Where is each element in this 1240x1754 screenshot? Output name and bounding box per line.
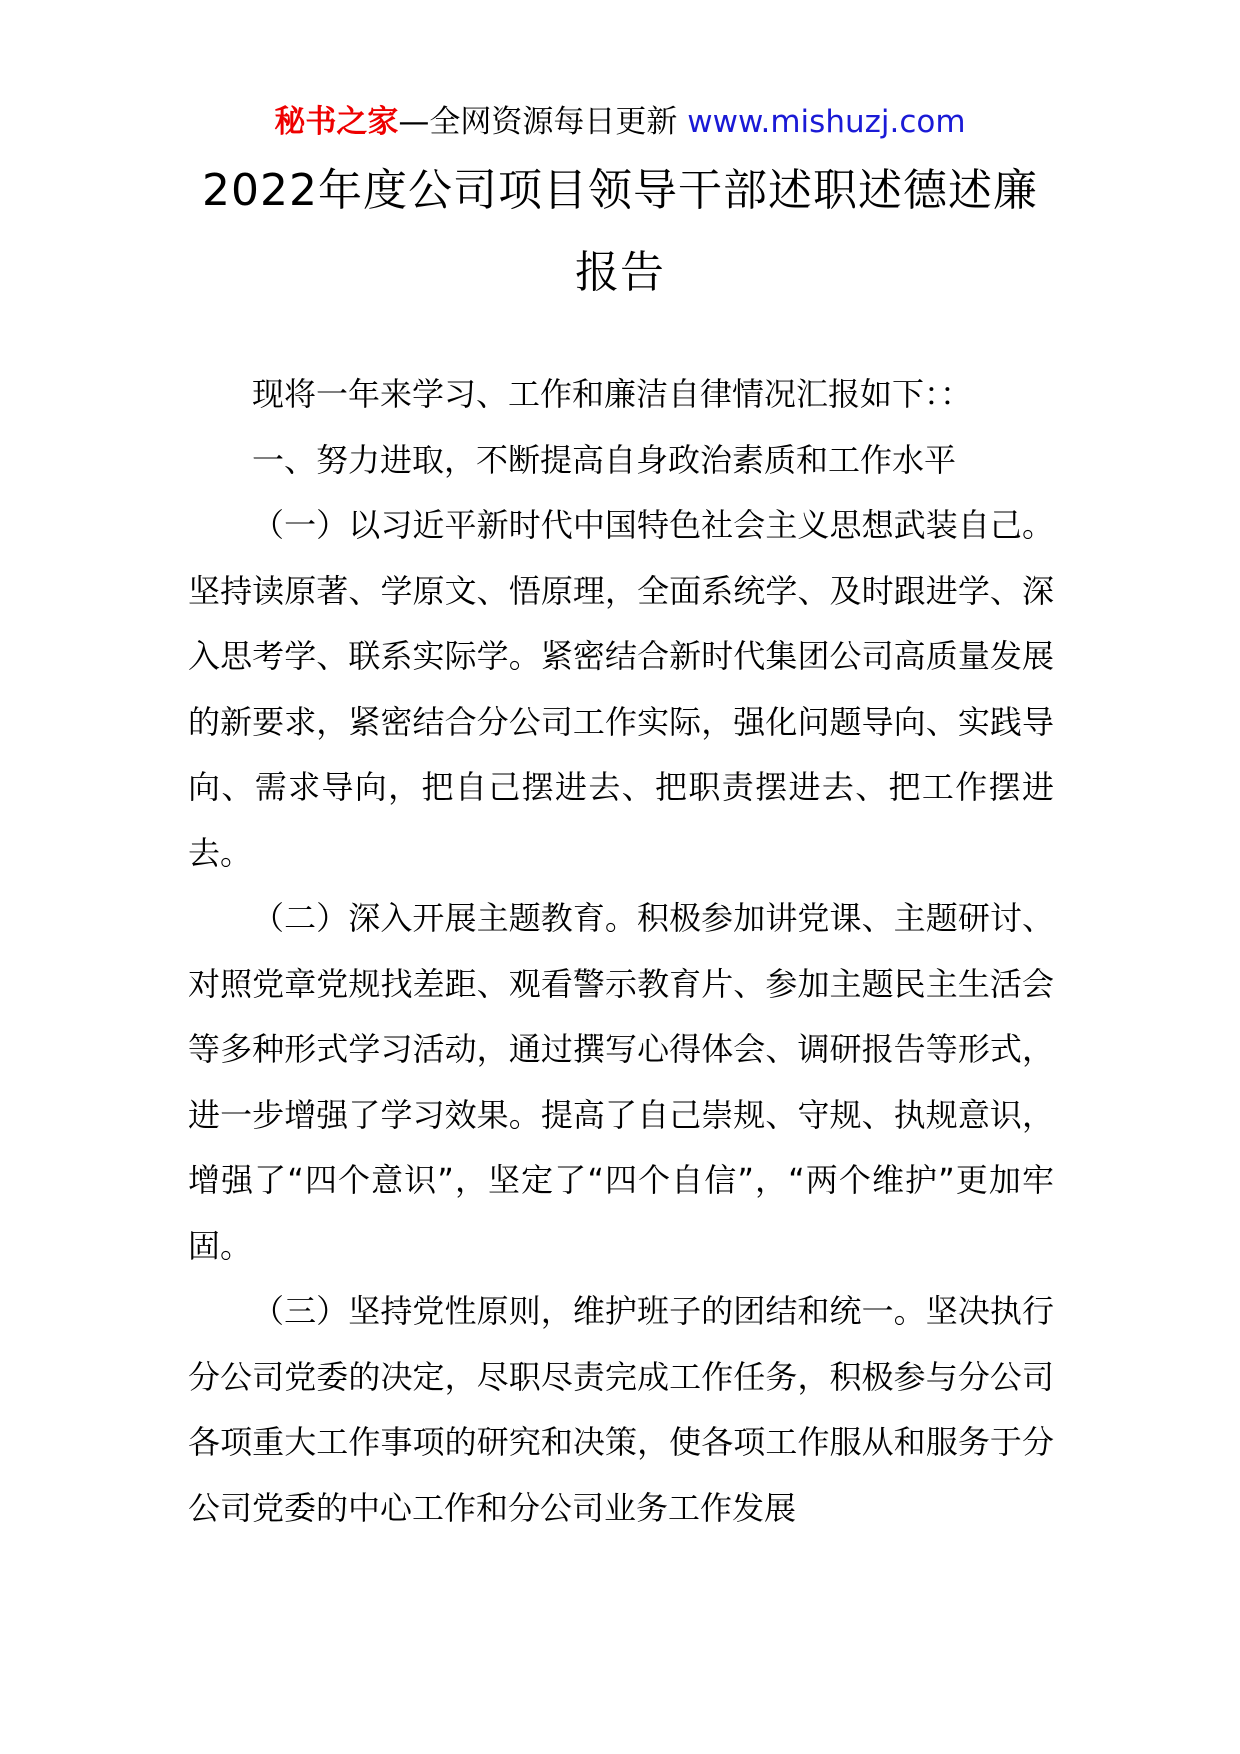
site-header (0, 100, 1240, 144)
paragraph-1: （一）以习近平新时代中国特色社会主义思想武装自己。坚持读原著、学原文、悟原理，全面系统学、及时跟进学、深入思考学、联系实际学。紧密结合新时代集团公司高质量发展的新要求，紧密结合分公司工作实际，强化问题导向、实践导向、需求导向，把自己摆进去、把职责摆进去、把工作摆进去。 (188, 506, 1054, 872)
document-title: 2022年度公司项目领导干部述职述德述廉报告 (202, 165, 1038, 298)
section-heading-1: 一、努力进取，不断提高自身政治素质和工作水平 (252, 440, 957, 479)
site-tagline: —全网资源每日更新 (398, 104, 688, 140)
paragraph-intro: 现将一年来学习、工作和廉洁自律情况汇报如下：： (252, 375, 973, 413)
site-url[interactable]: www.mishuzj.com (687, 104, 966, 140)
document-body (188, 362, 1054, 1541)
paragraph-3: （三）坚持党性原则，维护班子的团结和统一。坚决执行分公司党委的决定，尽职尽责完成工作任务，积极参与分公司各项重大工作事项的研究和决策，使各项工作服从和服务于分公司党委的中心工作和分公司业务工作发展 (188, 1292, 1054, 1527)
paragraph-2: （二）深入开展主题教育。积极参加讲党课、主题研讨、对照党章党规找差距、观看警示教育片、参加主题民主生活会等多种形式学习活动，通过撰写心得体会、调研报告等形式，进一步增强了学习效果。提高了自己崇规、守规、执规意识，增强了“四个意识”，坚定了“四个自信”，“两个维护”更加牢固。 (188, 899, 1054, 1265)
site-brand: 秘书之家 (274, 104, 399, 140)
